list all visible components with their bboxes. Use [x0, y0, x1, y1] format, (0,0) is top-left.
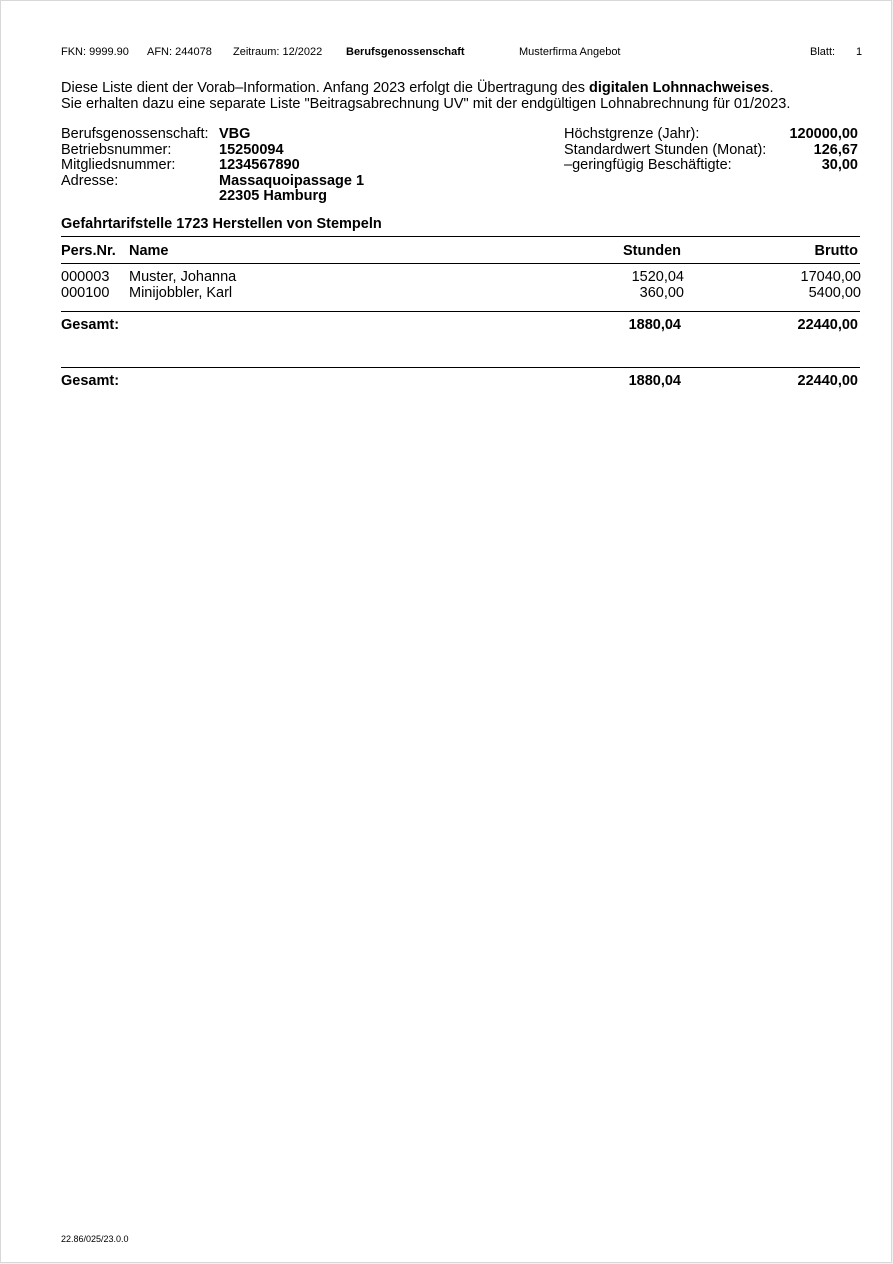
cell-name: Muster, Johanna: [129, 269, 237, 285]
divider: [61, 311, 860, 312]
intro-line-1-text: Diese Liste dient der Vorab–Information. Anfang 2023 erfolgt die Übertragung des: [61, 80, 589, 96]
cell-brutto: 5400,00: [808, 285, 861, 301]
col-header-brutto: Brutto: [814, 243, 858, 259]
subtotal-label: Gesamt:: [61, 317, 120, 333]
mitgliedsnummer-value: 1234567890: [219, 157, 300, 173]
col-header-name: Name: [129, 243, 169, 259]
afn-label: AFN: 244078: [147, 46, 212, 58]
adresse-label: Adresse:: [61, 173, 119, 189]
cell-stunden: 1520,04: [631, 269, 684, 285]
total-brutto: 22440,00: [797, 373, 858, 389]
blatt-value: 1: [856, 46, 863, 58]
bg-value: VBG: [219, 126, 251, 142]
intro-line-2: Sie erhalten dazu eine separate Liste "Beitragsabrechnung UV" mit der endgültigen Lohnabrechnung für 01/2023.: [61, 96, 791, 112]
cell-stunden: 360,00: [639, 285, 684, 301]
standardwert-value: 126,67: [813, 142, 858, 158]
col-header-persnr: Pers.Nr.: [61, 243, 116, 259]
footer-code: 22.86/025/23.0.0: [61, 1234, 129, 1244]
cell-persnr: 000003: [61, 269, 110, 285]
table-row: [61, 269, 861, 285]
geringfuegig-label: –geringfügig Beschäftigte:: [564, 157, 732, 173]
hoechstgrenze-value: 120000,00: [789, 126, 858, 142]
blatt-label: Blatt:: [810, 46, 836, 58]
cell-brutto: 17040,00: [800, 269, 861, 285]
divider: [61, 367, 860, 368]
cell-name: Minijobbler, Karl: [129, 285, 233, 301]
table-row: [61, 285, 861, 301]
section-title: Gefahrtarifstelle 1723 Herstellen von Stempeln: [61, 216, 382, 232]
divider: [61, 263, 860, 264]
intro-line-1-bold: digitalen Lohnnachweises: [588, 80, 770, 96]
zeitraum-label: Zeitraum: 12/2022: [233, 46, 323, 58]
geringfuegig-value: 30,00: [821, 157, 858, 173]
cell-persnr: 000100: [61, 285, 110, 301]
mitgliedsnummer-label: Mitgliedsnummer:: [61, 157, 176, 173]
intro-line-1-suffix: .: [769, 80, 774, 96]
company-name: Musterfirma Angebot: [519, 46, 621, 58]
header-title: Berufsgenossenschaft: [346, 46, 465, 58]
fkn-label: FKN: 9999.90: [61, 46, 129, 58]
total-stunden: 1880,04: [628, 373, 681, 389]
total-label: Gesamt:: [61, 373, 120, 389]
betriebsnummer-value: 15250094: [219, 142, 284, 158]
col-header-stunden: Stunden: [623, 243, 681, 259]
hoechstgrenze-label: Höchstgrenze (Jahr):: [564, 126, 700, 142]
intro-line-1: [61, 80, 774, 96]
subtotal-brutto: 22440,00: [797, 317, 858, 333]
bg-label: Berufsgenossenschaft:: [61, 126, 209, 142]
adresse-line-1: Massaquoipassage 1: [219, 173, 365, 189]
adresse-line-2: 22305 Hamburg: [219, 188, 327, 204]
divider: [61, 236, 860, 237]
betriebsnummer-label: Betriebsnummer:: [61, 142, 172, 158]
subtotal-stunden: 1880,04: [628, 317, 681, 333]
standardwert-label: Standardwert Stunden (Monat):: [564, 142, 767, 158]
